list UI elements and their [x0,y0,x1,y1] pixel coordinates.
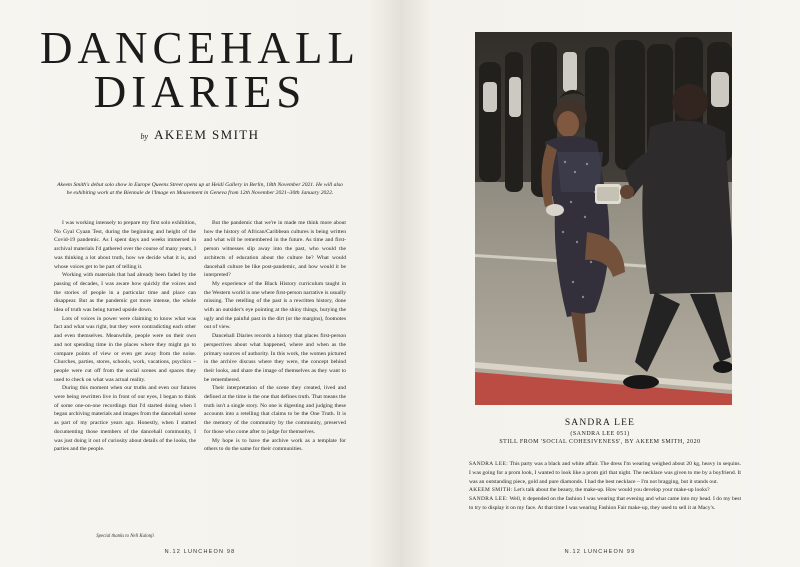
body-column-1 [54,219,196,454]
body-paragraph: Lots of voices in power were claiming to know what was fact and what was right, but they were contradicting each other and even themselves. Meanwhile, people were on their own and not spending time in the places where they might go to compare points of view or even get away from the noise. Churches, parties, stores, schools, work, vacations, psychics – people were cut off from the social scenes and spaces they used to check on what was actual reality. [54,315,196,383]
caption-subtitle [454,431,746,446]
byline [20,126,380,144]
byline-author: AKEEM SMITH [154,127,260,142]
party-photo [475,32,732,405]
caption-sub-line-1: (SANDRA LEE 051) [570,431,630,437]
speaker-label: SANDRA LEE: [469,461,509,467]
interview-text [469,460,741,513]
article-title [20,23,380,117]
body-paragraph: Their interpretation of the scene they created, lived and defined at the time is the one that defines truth. That means the truth isn't a single story. No one is digesting and judging these accounts into a retelling that claims to be the One Truth. It is the memory of the community by the community, preserved for those who come after to judge for themselves. [204,385,346,435]
body-paragraph: During this moment when our truths and even our futures were being rewritten live in front of our eyes, I began to think of some one-on-one recordings that I'd started doing when I began archiving materials and images from the dancehall scene as part of my practice years ago. Honestly, when I started documenting those members of the dancehall community, I was just doing it out of curiosity about details of the looks, the parties and the people. [54,385,196,453]
speaker-text: Well, it depended on the fashion I was wearing that evening and what came into my head. I do my best to try to display it on my face. At that time I was wearing Fashion Fair make-up, they used to sell it at Macy's. [469,496,741,511]
caption-sub-line-2: STILL FROM 'SOCIAL COHESIVENESS', BY AKEEM SMITH, 2020 [499,438,701,445]
body-paragraph: Working with materials that had already been faded by the passing of decades, I was aware how quickly the voices and the stories of people in a particular time and place can disappear. But as the pandemic got more intense, the whole idea of truth was being turned upside down. [54,272,196,314]
body-paragraph: Dancehall Diaries records a history that places first-person perspectives about what happened, where and when as the primary sources of authority. In this work, the women pictured in the archive discuss where they were, the concept behind their looks, and share the image of themselves as they want to be remembered. [204,333,346,383]
speaker-text: Let's talk about the beauty, the make-up. How would you develop your make-up looks? [512,487,710,494]
right-page [400,0,800,567]
interview-line [469,460,741,486]
body-paragraph: But the pandemic that we're in made me think more about how the history of African/Caribbean cultures is being written and what will be remembered in the future. As time and first-person witnesses slip away into the past, who would the architects of education about the culture be? What would dancehall culture be like post-pandemic, and how would it be interpreted? [204,220,346,279]
speaker-text: This party was a black and white affair. The dress I'm wearing weighed about 20 kg, heavy in sequins. I was going for a prom look, I wanted to look like a prom girl that night. The necklace was given to me by a boyfriend. It was an outstanding piece, gold and pure diamonds. I had the best necklace – I'm not bragging, but it stands out. [469,461,742,485]
body-paragraph: My experience of the Black History curriculum taught in the Western world is one where first-person narrative is usually missing. The retelling of the past is a rewritten history, done with an outsider's eye pointing at the shiny things, burying the ugly and the painful past in the dirt (or the margins), footnotes out of view. [204,280,346,331]
caption-name: SANDRA LEE [564,418,636,428]
party-photo-illustration [475,32,732,405]
standfirst: Akeem Smith's debut solo show in Europe Queens Street opens up at Heidi Gallery in Berlin, 18th November 2021. He will also be exhibiting work at the Biennale de l'Image en Mouvement in Geneva from 12th November 2021–30th January 2022. [57,182,343,196]
interview-line [469,495,741,513]
body-paragraph: I was working intensely to prepare my first solo exhibition, No Gyal Cyaan Test, during the beginning and height of the Covid-19 pandemic. As I spent days and weeks immersed in archival materials I'd gathered over the course of many years, I was thinking a lot about truth, how we decide what it is, and whose voices get to be part of telling it. [54,220,196,270]
title-line-1: DANCEHALL [40,23,360,73]
speaker-label: AKEEM SMITH: [469,487,513,494]
title-line-2: DIARIES [93,67,307,117]
byline-by: by [140,132,149,141]
special-thanks: Special thanks to Nell Kalonji [96,534,154,539]
interview-line [469,486,741,495]
folio-right: N.12 LUNCHEON 99 [564,549,636,555]
body-column-2 [204,219,346,454]
folio-left: N.12 LUNCHEON 98 [164,549,236,555]
body-paragraph: My hope is to have the archive work as a template for others to do the same for their communities. [204,437,346,453]
speaker-label: SANDRA LEE: [469,496,509,503]
